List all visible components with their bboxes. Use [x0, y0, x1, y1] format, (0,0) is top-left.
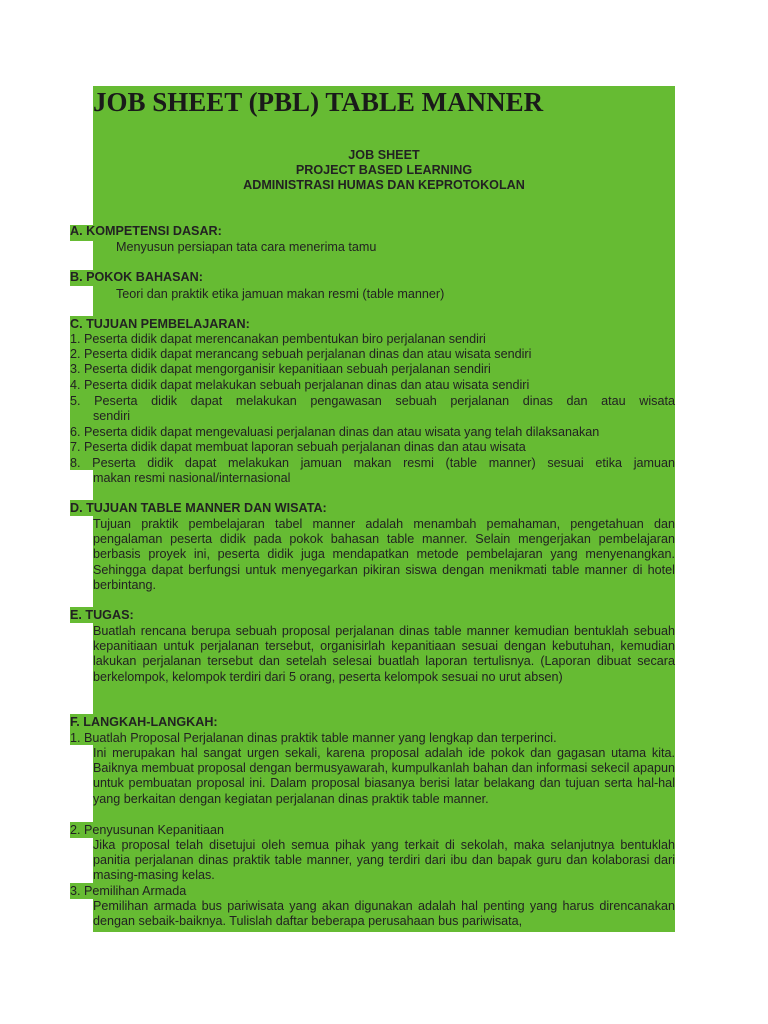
objective-item-7: 7. Peserta didik dapat membuat laporan sebuah perjalanan dinas dan atau wisata [70, 440, 526, 454]
kompetensi-dasar-text: Menyusun persiapan tata cara menerima tamu [116, 240, 377, 254]
heading-kompetensi-dasar: A. KOMPETENSI DASAR: [70, 224, 222, 238]
objective-item-1: 1. Peserta didik dapat merencanakan pembentukan biro perjalanan sendiri [70, 332, 486, 346]
step-2-text: Jika proposal telah disetujui oleh semua pihak yang terkait di sekolah, maka selanjutnya bentuklah panitia perjalanan dinas praktik table manner, yang terdiri dari ibu dan bapak guru dan kolaborasi dari masing-masing kelas. [93, 838, 675, 883]
header-line-2: PROJECT BASED LEARNING [295, 163, 473, 178]
step-3-text: Pemilihan armada bus pariwisata yang akan digunakan adalah hal penting yang harus direncanakan dengan sebaik-baiknya. Tulislah daftar beberapa perusahaan bus pariwisata, [93, 899, 675, 929]
objective-item-2: 2. Peserta didik dapat merancang sebuah perjalanan dinas dan atau wisata sendiri [70, 347, 532, 361]
step-1-text: Ini merupakan hal sangat urgen sekali, karena proposal adalah ide pokok dan gagasan utama kita. Baiknya membuat proposal dengan bermusyawarah, kumpulkanlah bahan dan informasi sekecil apapun untuk pembuatan proposal ini. Dalam proposal biasanya berisi latar belakang dan tujuan serta hal-hal yang berkaitan dengan kegiatan perjalanan dinas praktik table manner. [93, 746, 675, 806]
heading-langkah-langkah: F. LANGKAH-LANGKAH: [70, 715, 218, 729]
objective-item-6: 6. Peserta didik dapat mengevaluasi perjalanan dinas dan atau wisata yang telah dilaksanakan [70, 425, 600, 439]
objective-item-5: 5. Peserta didik dapat melakukan pengawasan sebuah perjalanan dinas dan atau wisata sendiri [70, 394, 675, 424]
header-line-1: JOB SHEET [348, 148, 420, 162]
step-1-title: 1. Buatlah Proposal Perjalanan dinas praktik table manner yang lengkap dan terperinci. [70, 731, 557, 745]
page-title: JOB SHEET (PBL) TABLE MANNER [93, 87, 544, 117]
heading-pokok-bahasan: B. POKOK BAHASAN: [70, 270, 203, 284]
heading-tujuan-pembelajaran: C. TUJUAN PEMBELAJARAN: [70, 317, 250, 331]
tugas-text: Buatlah rencana berupa sebuah proposal perjalanan dinas table manner kemudian bentuklah sebuah kepanitiaan untuk perjalanan tersebut, organisirlah kepanitiaan sesuai dengan kebutuhan, kemudian lakukan perjalanan tersebut dan setelah selesai buatlah laporan tertulisnya. (Laporan dibuat secara berkelompok, kelompok terdiri dari 5 orang, peserta kelompok sesuai no urut absen) [93, 624, 675, 684]
objective-item-4: 4. Peserta didik dapat melakukan sebuah perjalanan dinas dan atau wisata sendiri [70, 378, 530, 392]
step-2-title: 2. Penyusunan Kepanitiaan [70, 823, 225, 837]
objective-item-8: 8. Peserta didik dapat melakukan jamuan makan resmi (table manner) sesuai etika jamuan makan resmi nasional/internasional [70, 456, 675, 486]
step-3-title: 3. Pemilihan Armada [70, 884, 187, 898]
objective-item-3: 3. Peserta didik dapat mengorganisir kepanitiaan sebuah perjalanan sendiri [70, 362, 491, 376]
header-line-3: ADMINISTRASI HUMAS DAN KEPROTOKOLAN [243, 178, 525, 193]
document-header [93, 148, 675, 194]
heading-tujuan-table-manner: D. TUJUAN TABLE MANNER DAN WISATA: [70, 501, 327, 515]
pokok-bahasan-text: Teori dan praktik etika jamuan makan resmi (table manner) [116, 287, 445, 301]
heading-tugas: E. TUGAS: [70, 608, 134, 622]
tujuan-table-manner-text: Tujuan praktik pembelajaran tabel manner adalah menambah pemahaman, pengetahuan dan pengalaman peserta didik pada pokok bahasan table manner. Selain mengerjakan pembelajaran berbasis proyek ini, peserta didik juga mendapatkan metode pembelajaran yang menyenangkan. Sehingga dapat berfungsi untuk menyegarkan pikiran siswa dengan menikmati table manner di hotel berbintang. [93, 517, 675, 592]
